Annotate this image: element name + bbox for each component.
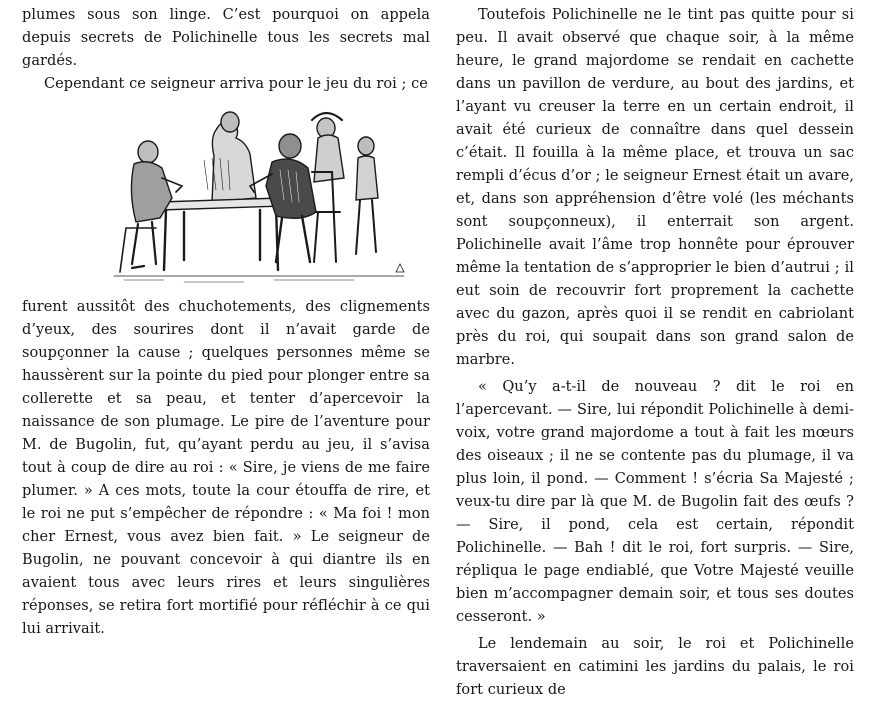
right-paragraph-3: Le lendemain au soir, le roi et Polichinelle traversaient en catimini les jardins du palais, le roi fort curieux de [456,636,854,698]
right-paragraph-2: « Qu’y a-t-il de nouveau ? dit le roi en l’apercevant. — Sire, lui répondit Polichinelle à demi-voix, votre grand majordome a tout à fait les mœurs des oiseaux ; il ne se contente pas du plumage, il va plus loin, il pond. — Comment ! s’écria Sa Majesté ; veux-tu dire par là que M. de Bugolin fait des œufs ? — Sire, il pond, cela est certain, répondit Polichinelle. — Bah ! dit le roi, fort surpris. — Sire, répliqua le page endiablé, que Votre Majesté veuille bien m’accompagner demain soir, et tous ses doutes cesseront. » [456,379,854,625]
right-text-column [456,4,854,702]
left-paragraph-2: Cependant ce seigneur arriva pour le jeu du roi ; ce [44,76,428,92]
right-paragraph-1: Toutefois Polichinelle ne le tint pas quitte pour si peu. Il avait observé que chaque soir, à la même heure, le grand majordome se rendait en cachette dans un pavillon de verdure, au bout des jardins, et l’ayant vu creuser la terre en un certain endroit, il avait été curieux de connaître dans quel dessein c’était. Il fouilla à la même place, et trouva un sac rempli d’écus d’or ; le seigneur Ernest était un avare, et, dans son appréhension d’être volé (les méchants sont soupçonneux), il enterrait son argent. Polichinelle avait l’âme trop honnête pour éprouver même la tentation de s’approprier le bien d’autrui ; il eut soin de recouvrir fort proprement la cachette avec du gazon, après quoi il se rendit en cabriolant près du roi, qui soupait dans son grand salon de marbre. [456,7,854,368]
left-text-column [22,4,430,641]
left-paragraph-3: furent aussitôt des chuchotements, des clignements d’yeux, des sourires dont il n’avait garde de soupçonner la cause ; quelques personnes même se haussèrent sur la pointe du pied pour plonger entre sa collerette et sa peau, et tenter d’apercevoir la naissance de son plumage. Le pire de l’aventure pour M. de Bugolin, fut, qu’ayant perdu au jeu, il s’avisa tout à coup de dire au roi : « Sire, je viens de me faire plumer. » A ces mots, toute la cour étouffa de rire, et le roi ne put s’empêcher de répondre : « Ma foi ! mon cher Ernest, vous avez bien fait. » Le seigneur de Bugolin, ne pouvant concevoir à qui diantre ils en avaient tous avec leurs rires et leurs singulières réponses, se retira fort mortifié pour réfléchir à ce qui lui arrivait. [22,299,430,637]
card-players-engraving-icon [104,100,422,288]
left-paragraph-1: plumes sous son linge. C’est pourquoi on appela depuis secrets de Polichinelle tous les secrets mal gardés. [22,7,430,69]
